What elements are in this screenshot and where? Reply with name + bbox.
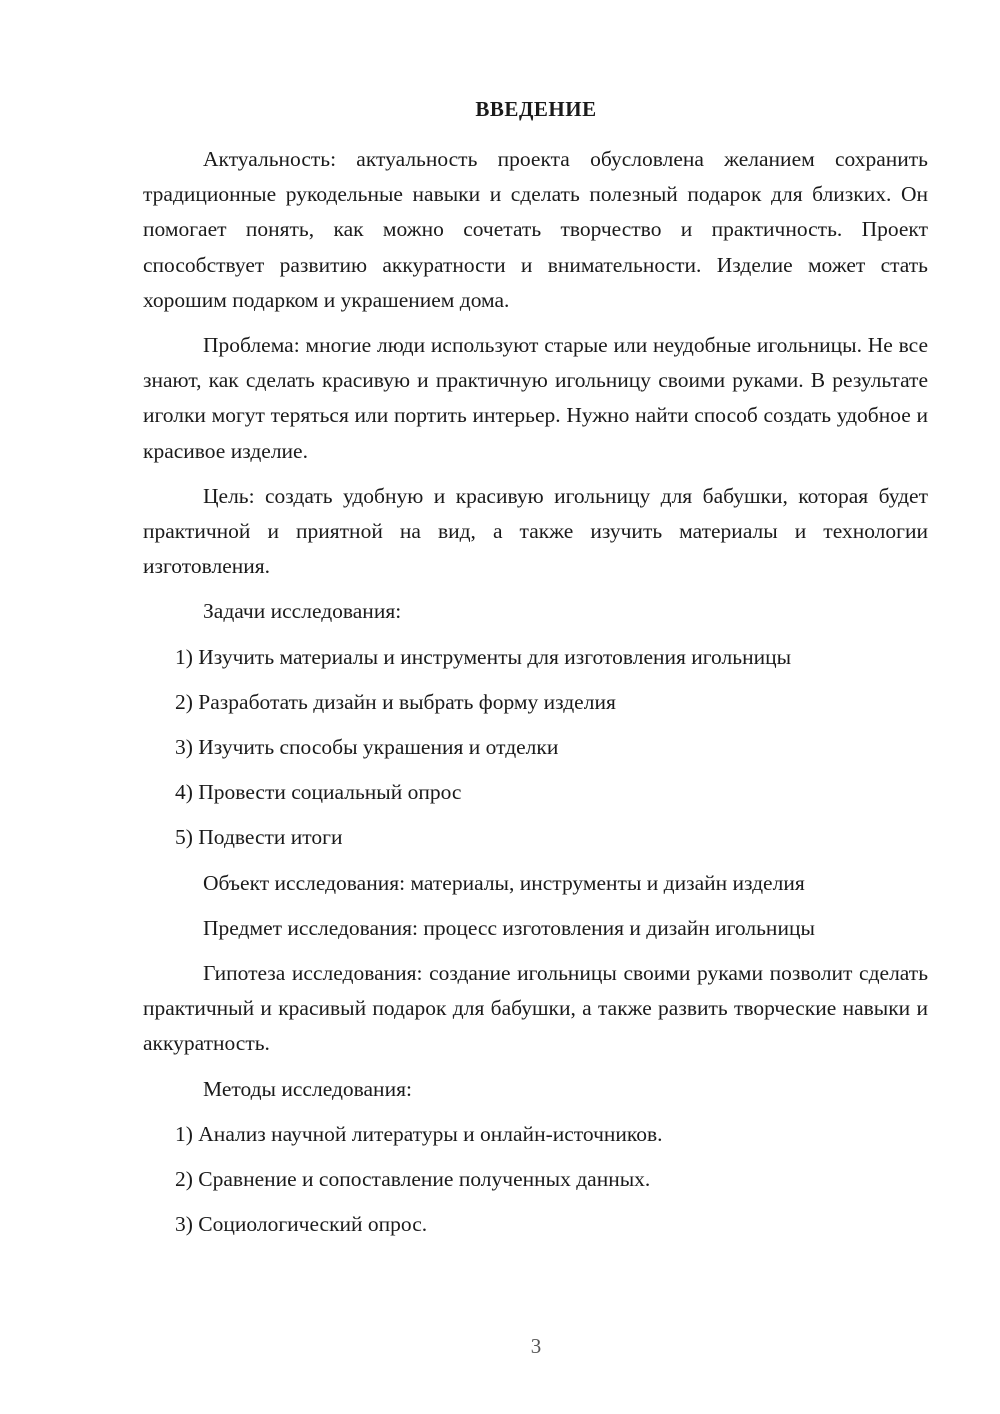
list-item: 1) Изучить материалы и инструменты для изготовления игольницы [175,644,792,669]
methods-list [143,1117,928,1243]
methods-heading: Методы исследования: [203,1076,412,1101]
list-item: 1) Анализ научной литературы и онлайн-источников. [175,1121,663,1146]
tasks-list [143,640,928,856]
list-item: 2) Разработать дизайн и выбрать форму изделия [175,689,616,714]
paragraph-hypothesis-text: Гипотеза исследования: создание игольницы своими руками позволит сделать практичный и красивый подарок для бабушки, а также развить творческие навыки и аккуратность. [143,961,928,1056]
paragraph-relevance [143,142,928,318]
page-title: ВВЕДЕНИЕ [475,97,597,121]
list-item: 3) Социологический опрос. [175,1212,428,1237]
tasks-heading: Задачи исследования: [203,599,402,624]
list-item: 5) Подвести итоги [175,825,343,850]
paragraph-relevance-text: Актуальность: актуальность проекта обусловлена желанием сохранить традиционные рукодельные навыки и сделать полезный подарок для близких. Он помогает понять, как можно сочетать творчество и практичность. Проект способствует развитию аккуратности и внимательности. Изделие может стать хорошим подарком и украшением дома. [143,147,928,312]
list-item: 2) Сравнение и сопоставление полученных данных. [175,1167,651,1192]
paragraph-hypothesis [143,956,928,1062]
document-body [143,142,928,1252]
paragraph-goal [143,479,928,585]
list-item: 3) Изучить способы украшения и отделки [175,735,559,760]
paragraph-problem-text: Проблема: многие люди используют старые или неудобные игольницы. Не все знают, как сделать красивую и практичную игольницу своими руками. В результате иголки могут теряться или портить интерьер. Нужно найти способ создать удобное и красивое изделие. [143,333,928,463]
paragraph-subject: Предмет исследования: процесс изготовления и дизайн игольницы [203,915,815,940]
page-number: 3 [530,1334,542,1358]
paragraph-goal-text: Цель: создать удобную и красивую игольницу для бабушки, которая будет практичной и приятной на вид, а также изучить материалы и технологии изготовления. [143,483,928,579]
paragraph-problem [143,328,928,469]
list-item: 4) Провести социальный опрос [175,780,462,805]
paragraph-object: Объект исследования: материалы, инструменты и дизайн изделия [203,870,805,895]
